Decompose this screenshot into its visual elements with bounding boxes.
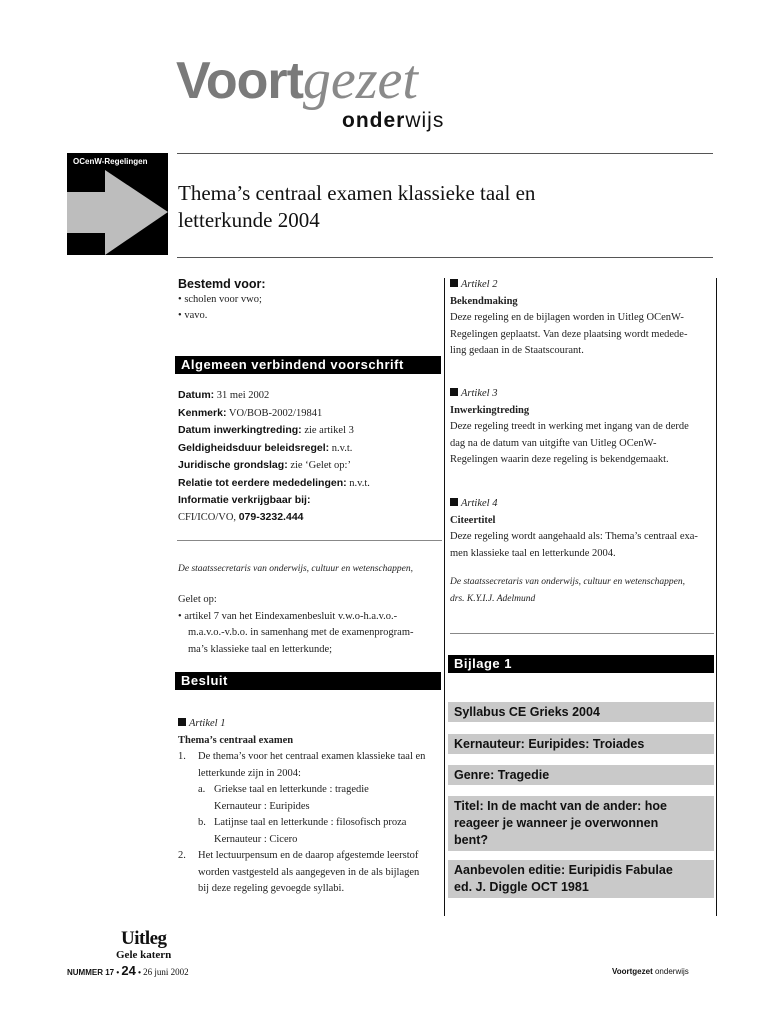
square-icon (450, 279, 458, 287)
square-icon (178, 718, 186, 726)
uitleg-logo-subtitle: Gele katern (116, 949, 172, 961)
square-icon (450, 498, 458, 506)
category-tab: OCenW-Regelingen (67, 153, 168, 170)
brand-logo-subtitle (342, 110, 444, 131)
algemeen-bar: Algemeen verbindend voorschrift (175, 356, 441, 374)
bestemd-item: • scholen voor vwo; (178, 294, 262, 305)
gelet-block: Gelet op: • artikel 7 van het Eindexamenbesluit v.w.o-h.a.v.o.- m.a.v.o.-v.b.o. in samenhang met de examenprogram- ma’s klassieke taal en letterkunde; (178, 592, 442, 658)
artikel4-block: Artikel 4 Citeertitel Deze regeling wordt aangehaald als: Thema’s centraal exa- men klassieke taal en letterkunde 2004. (450, 498, 698, 559)
page-title (178, 180, 678, 234)
title-rule (177, 257, 713, 258)
besluit-bar: Besluit (175, 672, 441, 690)
brand-logo-gezet: gezet (302, 49, 418, 111)
brand-logo (176, 49, 418, 111)
meta-block: Datum: 31 mei 2002 Kenmerk: VO/BOB-2002/19841 Datum inwerkingtreding: zie artikel 3 Geldigheidsduur beleidsregel: n.v.t. Juridische grondslag: zie ‘Gelet op:’ Relatie tot eerdere mededelingen: n.v.t. Informatie verkrijgbaar bij: CFI/ICO/VO, 079-3232.444 (178, 389, 370, 523)
bijlage-bar: Bijlage 1 (448, 655, 714, 673)
titel-box: Titel: In de macht van de ander: hoe reageer je wanneer je overwonnen bent? (448, 796, 714, 851)
brand-logo-voort: Voort (176, 52, 303, 110)
artikel1-title: Thema’s centraal examen (178, 734, 294, 746)
page-title-line1: Thema’s centraal examen klassieke taal en (178, 181, 536, 205)
square-icon (450, 388, 458, 396)
bestemd-item: • vavo. (178, 310, 208, 321)
artikel2-block: Artikel 2 Bekendmaking Deze regeling en de bijlagen worden in Uitleg OCenW- Regelingen geplaatst. Van deze plaatsing wordt medede- ling gedaan in de Staatscourant. (450, 279, 688, 356)
bestemd-heading: Bestemd voor: (178, 277, 266, 291)
staatssecretaris-line: De staatssecretaris van onderwijs, cultuur en wetenschappen, (178, 564, 414, 574)
footer-publication: Voortgezet onderwijs (612, 967, 689, 976)
signature-rule (450, 633, 714, 634)
brand-sub-regular: wijs (405, 109, 445, 132)
artikel1-block: Artikel 1 Thema’s centraal examen 1. De thema’s voor het centraal examen klassieke taal en letterkunde zijn in 2004: a. Griekse taal en letterkunde : tragedie Kernauteur : Euripides b. Latijnse taal en letterkunde : filosofisch proza Kernauteur : Cicero 2. Het lectuurpensum en de daarop afgestemde leerstof worden vastgesteld als aangegeven in de als bijlagen bij deze regeling gevoegde syllabi. (178, 716, 443, 898)
arrow-icon (67, 170, 168, 255)
brand-sub-bold: onder (342, 109, 406, 132)
signature-block: De staatssecretaris van onderwijs, cultuur en wetenschappen, drs. K.Y.I.J. Adelmund (450, 577, 686, 604)
gelet-heading: Gelet op: (178, 594, 217, 605)
genre-box: Genre: Tragedie (448, 765, 714, 785)
uitleg-logo: Uitleg (121, 928, 167, 949)
page-title-line2: letterkunde 2004 (178, 208, 320, 232)
page-number: 24 (121, 963, 136, 978)
right-border (716, 278, 717, 916)
kernauteur-box: Kernauteur: Euripides: Troiades (448, 734, 714, 754)
syllabus-box: Syllabus CE Grieks 2004 (448, 702, 714, 722)
footer-page-info: NUMMER 17 • 24 • 26 juni 2002 (67, 963, 189, 978)
editie-box: Aanbevolen editie: Euripidis Fabulae ed. J. Diggle OCT 1981 (448, 860, 714, 898)
artikel3-block: Artikel 3 Inwerkingtreding Deze regeling treedt in werking met ingang van de derde dag na de datum van uitgifte van Uitleg OCenW- Regelingen waarin deze regeling is bekendgemaakt. (450, 388, 689, 465)
column-divider (444, 278, 445, 916)
meta-rule (177, 540, 442, 541)
header-rule (177, 153, 713, 154)
